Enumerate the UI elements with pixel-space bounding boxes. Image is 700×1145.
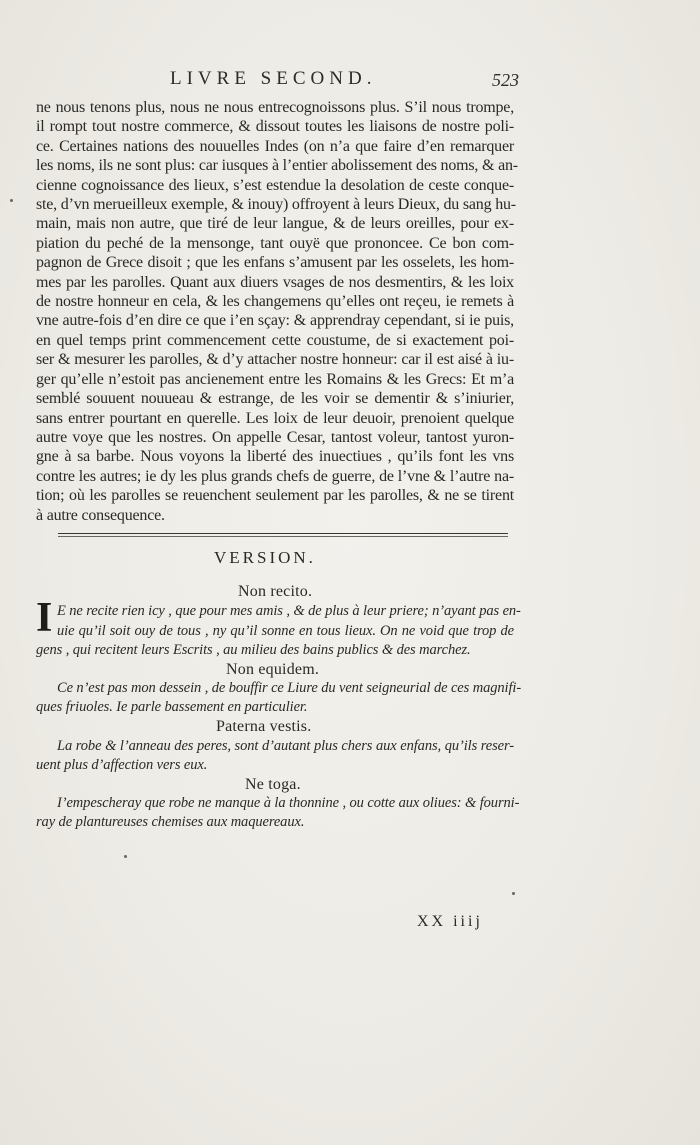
text-line: gne à sa barbe. Nous voyons la liberté des inuectiues , qu’ils font les vns [36, 448, 514, 466]
section-divider-rule [58, 533, 508, 534]
section-heading: Non recito. [238, 583, 313, 600]
translation-line: ray de plantureuses chemises aux maquereaux. [36, 814, 305, 830]
translation-block [36, 641, 514, 661]
signature-mark: XX iiij [417, 913, 483, 930]
text-line: tion; où les parolles se reuenchent seulement par les parolles, & ne se tirent [36, 487, 514, 505]
text-line: en quel temps print commencement cette coustume, de si exactement poi- [36, 331, 514, 349]
section-heading: Ne toga. [245, 776, 301, 793]
text-line: les noms, ils ne sont plus: car iusques à l’entier abolissement des noms, & an- [36, 157, 518, 175]
translation-line: ques friuoles. Ie parle bassement en particulier. [36, 699, 308, 715]
translation-block [57, 794, 520, 814]
translation-block [57, 602, 521, 641]
translation-block [36, 813, 514, 833]
text-line: ger qu’elle n’estoit pas ancienement entre les Romains & les Grecs: Et m’a [36, 370, 514, 388]
text-line: ce. Certaines nations des nouuelles Indes (on n’a que faire d’en remarquer [36, 137, 514, 155]
version-title: VERSION. [214, 548, 316, 567]
translation-line: La robe & l’anneau des peres, sont d’autant plus chers aux enfans, qu’ils reser- [57, 738, 514, 754]
text-line: contre les autres; ie dy les plus grands chefs de guerre, de l’vne & l’autre na- [36, 467, 514, 485]
translation-block [36, 756, 514, 776]
text-line: de nostre honneur en cela, & les changemens qu’elles ont reçeu, ie remets à [36, 293, 514, 311]
running-head: LIVRE SECOND. [170, 68, 377, 89]
text-line: cienne cognoissance des lieux, s’est estendue la desolation de ceste conque- [36, 176, 514, 194]
section-heading: Non equidem. [226, 661, 320, 678]
text-line: pagnon de Grece disoit ; que les enfans s’amusent par les osselets, les hom- [36, 254, 514, 272]
margin-speck [512, 892, 515, 895]
translation-block [57, 737, 514, 757]
text-line: à autre consequence. [36, 506, 165, 524]
translation-line: gens , qui recitent leurs Escrits , au milieu des bains publics & des marchez. [36, 642, 471, 658]
text-line: semblé souuent nouueau & estrange, de les voir se dementir & s’iniurier, [36, 390, 514, 408]
text-line: piation du peché de la mensonge, tant ouyë que prononcee. Ce bon com- [36, 234, 514, 252]
section-heading: Paterna vestis. [216, 718, 312, 735]
translation-line: E ne recite rien icy , que pour mes amis , & de plus à leur priere; n’ayant pas en- [57, 603, 521, 619]
translation-line: uie qu’il soit ouy de tous , ny qu’il sonne en tous lieux. On ne void que trop de [57, 622, 514, 639]
text-line: ne nous tenons plus, nous ne nous entrecognoissons plus. S’il nous trompe, [36, 99, 514, 116]
text-line: vne autre-fois d’en dire ce que i’en sçay: & apprendray cependant, si ie puis, [36, 312, 514, 330]
drop-cap: I [36, 595, 53, 641]
main-text-block [36, 98, 518, 525]
text-line: sans entrer pourtant en querelle. Les loix de leur deuoir, prenoient quelque [36, 409, 514, 427]
text-line: ste, d’vn merueilleux exemple, & inouy) offroyent à leurs Dieux, du sang hu- [36, 196, 516, 214]
translation-line: Ce n’est pas mon dessein , de bouffir ce Liure du vent seigneurial de ces magnifi- [57, 680, 522, 696]
margin-speck [10, 199, 13, 202]
translation-line: I’empescheray que robe ne manque à la thonnine , ou cotte aux oliues: & fourni- [57, 795, 520, 811]
text-line: main, mais non autre, que tiré de leur langue, & de leurs oreilles, pour ex- [36, 215, 514, 233]
margin-speck [124, 855, 127, 858]
text-line: ser & mesurer les parolles, & d’y attacher nostre honneur: car il est aisé à iu- [36, 351, 514, 369]
translation-block [57, 679, 522, 699]
translation-block [36, 698, 514, 718]
text-line: il rompt tout nostre commerce, & dissout toutes les liaisons de nostre poli- [36, 118, 514, 136]
text-line: autre voye que les nostres. On appelle Cesar, tantost voleur, tantost yuron- [36, 428, 514, 446]
page-number: 523 [492, 70, 519, 90]
text-line: mes par les parolles. Quant aux diuers vsages de nos desmentirs, & les loix [36, 273, 514, 291]
translation-line: uent plus d’affection vers eux. [36, 757, 208, 773]
